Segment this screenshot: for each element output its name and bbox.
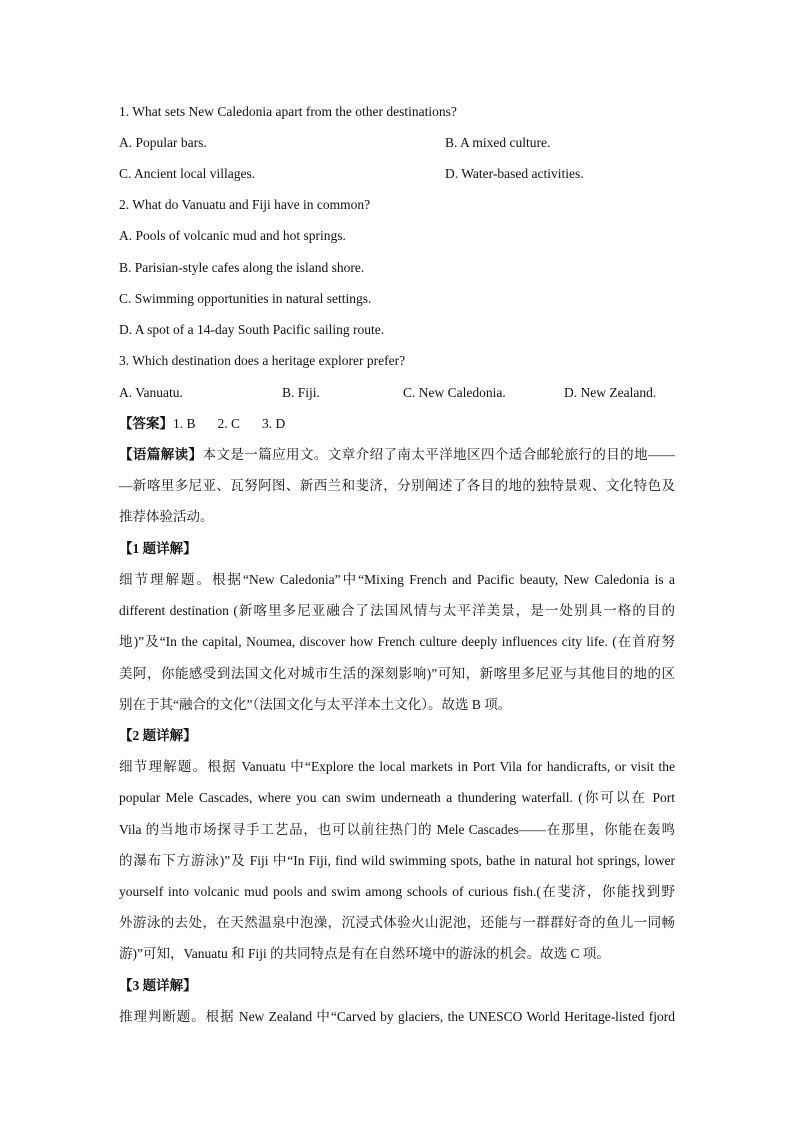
q2-line-2: popular Mele Cascades, where you can swim underneath a thundering waterfall. (你可以在 Port (119, 790, 675, 805)
answer-item-2: 2. C (217, 416, 241, 431)
question-2-option-c: C. Swimming opportunities in natural settings. (119, 291, 372, 306)
question-2-stem: 2. What do Vanuatu and Fiji have in common? (119, 197, 371, 212)
q2-line-1: 细节理解题。根据 Vanuatu 中“Explore the local markets in Port Vila for handicrafts, or visit the (119, 759, 675, 774)
q3-line-1: 推理判断题。根据 New Zealand 中“Carved by glaciers, the UNESCO World Heritage-listed fjord (119, 1009, 675, 1024)
question-1-option-c: C. Ancient local villages. (119, 166, 256, 181)
overview-label: 【语篇解读】 (119, 447, 203, 462)
overview-line-2: —新喀里多尼亚、瓦努阿图、新西兰和斐济，分别阐述了各目的地的独特景观、文化特色及 (119, 478, 675, 493)
overview-line-1: 【语篇解读】本文是一篇应用文。文章介绍了南太平洋地区四个适合邮轮旅行的目的地—— (119, 447, 675, 462)
question-2-option-b: B. Parisian-style cafes along the island shore. (119, 260, 365, 275)
question-3-option-d: D. New Zealand. (564, 385, 657, 400)
answer-label: 【答案】 (119, 416, 173, 431)
q3-heading: 【3 题详解】 (119, 978, 197, 993)
q1-line-4: 美阿，你能感受到法国文化对城市生活的深刻影响)”可知，新喀里多尼亚与其他目的地的区 (119, 666, 675, 681)
answer-item-1: 1. B (173, 416, 196, 431)
answer-line (119, 415, 675, 433)
question-3-option-b: B. Fiji. (282, 385, 320, 400)
q1-line-5: 别在于其“融合的文化”（法国文化与太平洋本土文化）。故选 B 项。 (119, 697, 512, 712)
q1-line-2: different destination (新喀里多尼亚融合了法国风情与太平洋美景，是一处别具一格的目的 (119, 603, 675, 618)
q2-heading: 【2 题详解】 (119, 728, 197, 743)
q1-heading: 【1 题详解】 (119, 541, 197, 556)
q2-line-5: yourself into volcanic mud pools and swim among schools of curious fish.(在斐济，你能找到野 (119, 884, 675, 899)
overview-line-3: 推荐体验活动。 (119, 509, 214, 524)
answer-item-3: 3. D (262, 416, 286, 431)
question-1-option-d: D. Water-based activities. (445, 166, 584, 181)
question-2-option-d: D. A spot of a 14-day South Pacific sailing route. (119, 322, 385, 337)
q2-line-7: 游)”可知，Vanuatu 和 Fiji 的共同特点是有在自然环境中的游泳的机会。故选 C 项。 (119, 946, 610, 961)
question-3-option-c: C. New Caledonia. (403, 385, 506, 400)
question-1-stem: 1. What sets New Caledonia apart from the other destinations? (119, 104, 457, 119)
q2-line-4: 的瀑布下方游泳)”及 Fiji 中“In Fiji, find wild swimming spots, bathe in natural hot springs, lower (119, 853, 675, 868)
question-1-option-b: B. A mixed culture. (445, 135, 551, 150)
question-3-option-a: A. Vanuatu. (119, 385, 183, 400)
q1-line-1: 细节理解题。根据“New Caledonia”中“Mixing French and Pacific beauty, New Caledonia is a (119, 572, 675, 587)
question-3-stem: 3. Which destination does a heritage explorer prefer? (119, 353, 406, 368)
q2-line-3: Vila 的当地市场探寻手工艺品，也可以前往热门的 Mele Cascades——在那里，你能在轰鸣 (119, 822, 675, 837)
q2-line-6: 外游泳的去处，在天然温泉中泡澡，沉浸式体验火山泥池，还能与一群群好奇的鱼儿一同畅 (119, 915, 675, 930)
question-2-option-a: A. Pools of volcanic mud and hot springs. (119, 228, 346, 243)
q1-line-3: 地)”及“In the capital, Noumea, discover how French culture deeply influences city life. (在首府努 (119, 634, 675, 649)
question-1-option-a: A. Popular bars. (119, 135, 207, 150)
